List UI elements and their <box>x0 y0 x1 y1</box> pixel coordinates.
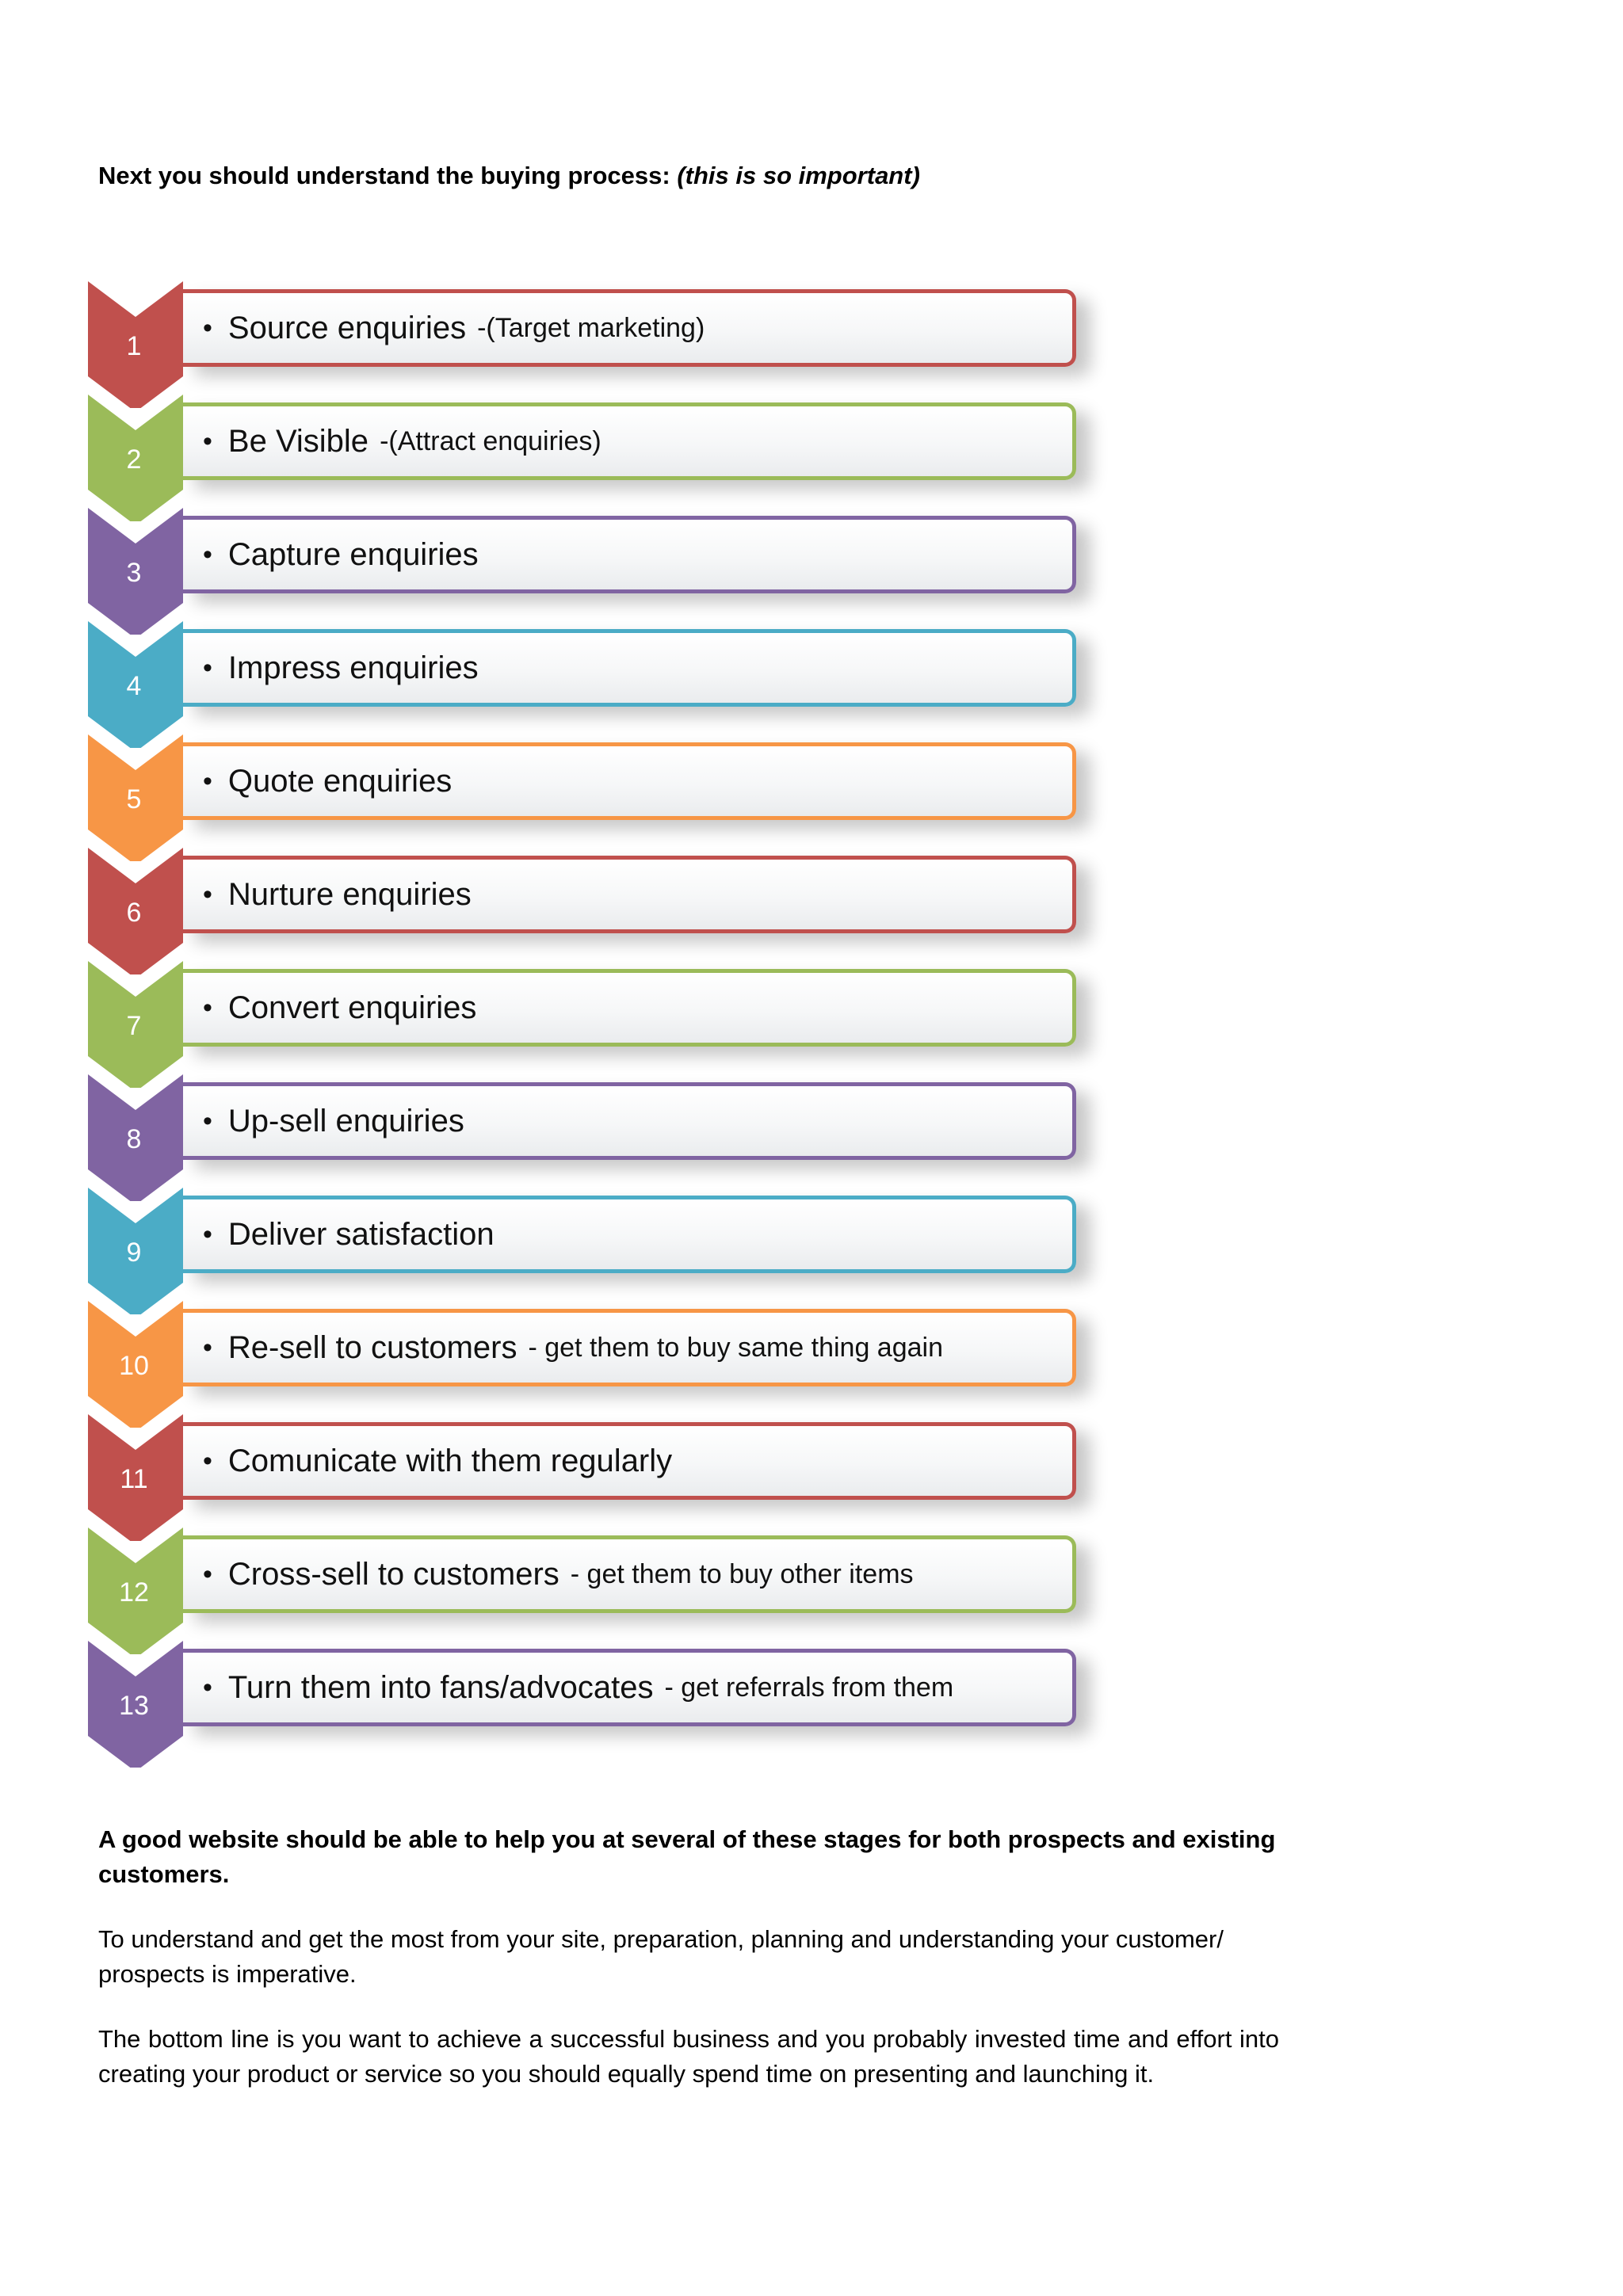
step-title: Impress enquiries <box>227 650 479 685</box>
bullet-icon: • <box>203 879 212 910</box>
step-number: 11 <box>120 1464 148 1494</box>
step-subtitle: -(Target marketing) <box>477 312 705 343</box>
bullet-icon: • <box>203 992 212 1023</box>
step-number: 9 <box>126 1238 142 1268</box>
step-subtitle: -(Attract enquiries) <box>380 425 601 456</box>
bullet-icon: • <box>203 539 212 570</box>
step-label <box>203 516 1067 593</box>
step-title: Re-sell to customers <box>227 1329 517 1365</box>
step-number: 8 <box>126 1124 142 1154</box>
step-title: Turn them into fans/advocates <box>227 1669 654 1705</box>
step-title: Deliver satisfaction <box>227 1216 495 1252</box>
step-subtitle: - get referrals from them <box>664 1672 954 1703</box>
bullet-icon: • <box>203 652 212 683</box>
step-label <box>203 1196 1067 1273</box>
buying-process-diagram <box>79 281 1125 1787</box>
bullet-icon: • <box>203 312 212 343</box>
step-label <box>203 629 1067 707</box>
step-label <box>203 1649 1067 1726</box>
step-label <box>203 289 1067 367</box>
bullet-icon: • <box>203 1558 212 1589</box>
step-number: 10 <box>119 1351 149 1381</box>
step-subtitle: - get them to buy same thing again <box>528 1332 943 1363</box>
step-number: 13 <box>119 1691 149 1721</box>
step-number: 1 <box>126 331 142 361</box>
bottom-line-paragraph: The bottom line is you want to achieve a successful business and you probably invested time and effort into creating your product or service so you should equally spend time on presenting and launching it. <box>98 2025 1279 2088</box>
bullet-icon: • <box>203 1332 212 1363</box>
process-step-7 <box>79 961 1125 1088</box>
step-number: 7 <box>126 1011 142 1041</box>
step-number: 5 <box>126 784 142 814</box>
step-title: Up-sell enquiries <box>227 1103 464 1138</box>
preparation-paragraph: To understand and get the most from your site, preparation, planning and understanding your customer/ prospects is imperative. <box>98 1925 1224 1988</box>
process-step-4 <box>79 621 1125 748</box>
summary-paragraph: A good website should be able to help you at several of these stages for both prospects and existing customers. <box>98 1825 1276 1888</box>
step-number: 4 <box>126 671 142 701</box>
bullet-icon: • <box>203 1105 212 1136</box>
process-step-2 <box>79 395 1125 521</box>
step-title: Convert enquiries <box>227 990 477 1025</box>
step-number: 2 <box>126 444 142 475</box>
process-step-8 <box>79 1074 1125 1201</box>
process-step-9 <box>79 1188 1125 1314</box>
step-number: 3 <box>126 558 142 588</box>
process-step-1 <box>79 281 1125 408</box>
step-subtitle: - get them to buy other items <box>570 1558 914 1589</box>
step-title: Capture enquiries <box>227 536 479 572</box>
step-label <box>203 969 1067 1047</box>
step-label <box>203 1535 1067 1613</box>
step-title: Quote enquiries <box>227 763 453 799</box>
step-title: Be Visible <box>227 423 369 459</box>
section-heading <box>98 158 920 193</box>
process-step-11 <box>79 1414 1125 1541</box>
step-title: Nurture enquiries <box>227 876 472 912</box>
step-label <box>203 742 1067 820</box>
step-label <box>203 1422 1067 1500</box>
step-label <box>203 1309 1067 1386</box>
bullet-icon: • <box>203 1445 212 1476</box>
bullet-icon: • <box>203 425 212 456</box>
step-number: 6 <box>126 898 142 928</box>
process-step-10 <box>79 1301 1125 1428</box>
step-label <box>203 1082 1067 1160</box>
bullet-icon: • <box>203 765 212 796</box>
step-label <box>203 402 1067 480</box>
bullet-icon: • <box>203 1672 212 1703</box>
process-step-3 <box>79 508 1125 635</box>
step-title: Source enquiries <box>227 310 467 345</box>
process-step-12 <box>79 1527 1125 1654</box>
step-label <box>203 856 1067 933</box>
step-title: Comunicate with them regularly <box>227 1443 673 1478</box>
bullet-icon: • <box>203 1219 212 1249</box>
process-step-6 <box>79 848 1125 974</box>
process-step-5 <box>79 734 1125 861</box>
step-title: Cross-sell to customers <box>227 1556 559 1592</box>
step-number: 12 <box>119 1577 149 1608</box>
process-step-13 <box>79 1641 1125 1768</box>
heading-text: Next you should understand the buying process: <box>98 162 670 189</box>
heading-emphasis: (this is so important) <box>677 162 920 189</box>
